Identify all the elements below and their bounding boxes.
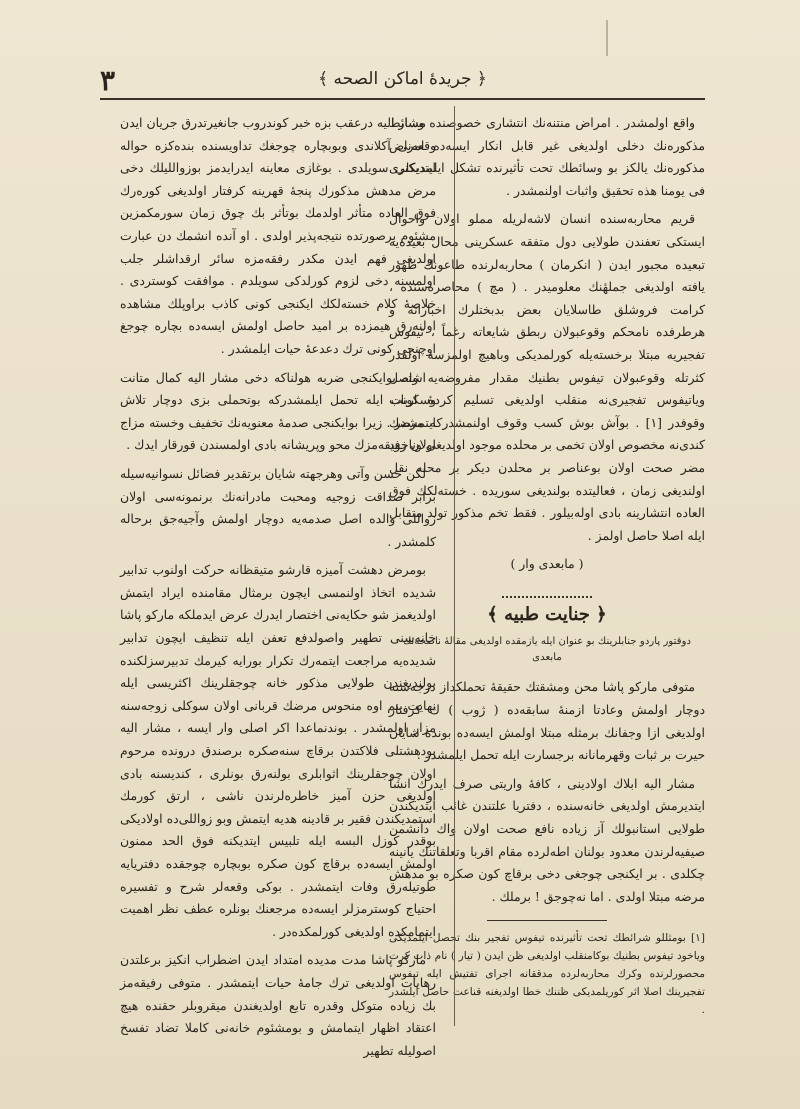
section-subheading: دوقتور پاردو جنابلرينك بو عنوان ايله يازمقده اولديغى مقالهٔ ناصحه‌نك مابعدى — [402, 636, 692, 664]
running-title: ﴿ جريدهٔ اماكن الصحه ﴾ — [318, 69, 487, 89]
left-column — [120, 112, 436, 1068]
header-rule — [100, 98, 705, 100]
right-column — [389, 112, 705, 1025]
article-paragraph: لكن حسن وآتى وهرجهته شايان برتقدير فضائل نسوانيه‌سيله برابر صداقت زوجيه ومحبت مادرانه‌نك برنمونه‌سى اولان زواللى والده اصل صدمه‌يه دوچار اولمش وآجيه‌جق برحاله كلمشدر . — [120, 465, 436, 549]
article-paragraph: واقع اولمشدر . امراض منتنه‌نك انتشارى خصوصنده وسائط مذكوره‌نك دخلى اولديغى غير قابل انكار ايسه‌ده امراض مذكوره‌نك يالكز بو وسائطك تحت تأثيرنده تشكل ايلمديكلرى فى يومنا هذه تحقيق واثبات اولنمشدر . — [389, 115, 705, 198]
article-paragraph: ماركو پاشا مدت مديده امتداد ايدن اضطراب انكيز برعلتدن رهايات اولديغى ترك جامهٔ حيات ايتمشدر . متوفى رفيقه‌مز بك زياده متوكل وقدره تابع اولديغندن ميقروبلر حقنده هيچ اعتقاد اظهار ايتمامش و بومشئوم خانه‌نى كاملا تضاد تفسخ اصوليله تطهير — [120, 952, 436, 1058]
article-paragraph: قريم محاربه‌سنده انسان لاشه‌لريله مملو اولان واحوال ايستكى تعفندن طولايى دول متفقه عسكرينى محال بعيده‌يه تبعيده مجبور ايدن ( انكرمان ) محاربه‌لرنده طاعونك ظهور يافته اولديغى جملهٔنك معلوميدر . ( مچ ) محاصره‌سنده ، كرامت فروشلق طاسلايان بعض بدبختلرك اخباراته و هرطرفده نامحكم وقوعبولان ربطق شايعاته رغماً ، تيفوس تفجيريه مبتلا برخسته‌يله كورلمديكى وباهيچ اولمزسه اولقدر كثرتله وقوعبولان تيفوس بطنيك مقدار مفروضه‌يه واصل وياتيفوس تفجيرى‌نه منقلب اولديغى تسليم كردهٔ ارباب وقوفدر [١] . بوآش بوش كسب وقوف اولنمشدركه مرضك كندى‌نه مخصوص اولان تخمى بر محلده موجود اولديغى وياخود مضر صحت اولان بوعناصر بر محلدن ديكر بر محله نقل اولنديغى زمان ، فعاليتده بولنديغى سوريده . خسته‌لكك فوق العاده انتشارينه بادى اوله‌بيلور . فقط تخم مذكور تولد متقابل ايله اصلا حاصل اولمز . — [389, 211, 705, 543]
continuation-note: ( مابعدى وار ) — [510, 556, 584, 572]
page-number: ٣ — [100, 64, 116, 97]
section-title: ﴿ جنايت طبيه ﴾ — [487, 603, 607, 625]
article-paragraph: متوفى ماركو پاشا محن ومشقتك حقيقهٔ تحملكداز درجه‌سنه دوچار اولمش وعادتا ازمنهٔ سابقه‌ده ( ژوب ) ك كرفتار اولديغى ازا وجفانك برمثله مبتلا اولمش ايسه‌ده بونده شايان حيرت بر ثبات وقهرمانانه برجسارت ايله تحمل ايلمشدر . — [389, 679, 705, 763]
section-divider — [502, 586, 592, 598]
paper-scuff-mark — [606, 20, 608, 56]
column-divider — [454, 106, 455, 1026]
footnote: [١] بومثللو شرائطك تحت تأثيرنده تيفوس تفجير بنك تحصل ايلمديكى وياخود تيفوس بطنيك بوكامنقلب اولديغى ظن ايدن ( تيار ) نام ذات كرت محصورلرنده وكرك محاربه‌لرده مدققانه اجراى تفتيش ايله تيفوس تفجيرينك اصلا اثر كوريلمديكى ظننك خطا اولديغنه قناعت حاصل ايلشدر . — [389, 932, 705, 1017]
footnote-rule — [487, 920, 607, 921]
article-paragraph: مشار اليه ابلاك اولادينى ، كافهٔ واريتى صرف ايدرك انشا ايتديرمش اولديغى خانه‌سنده ، دفتريا علتندن غائب ايتديكندن طولايى استانبولك آز زياده نافع صحت اولان واك دانشمن صيفيه‌لرندن معدود بولنان اطه‌لرده مقام اقربا وتعلقاتنك يانينه چكلدى . بر ايكنجى چوجغى دخى برقاچ كون صكره بو مدهش مرضه مبتلا اولدى . اما نه‌چوجق ! برملك . — [389, 775, 705, 904]
article-paragraph: مشار اليه درعقب بزه خبر كوندروب جانغيرتدرق جريان ايدن وقعه‌نى آكلاندى وبوبچاره چوجغك تداويسنده بنده‌كزه حواله ايتديكنى سويلدى . بوغازى معاينه ايدرايدمز بوزوالليلك دخى مرض مدهش مذكورك پنجهٔ قهرينه كرفتار اولديغى كوره‌رك فوق العاده متأثر اولدمك بوتأثر بك چوق زمان سورمكمزين مشئوم برصورتده نتيجه‌پذير اولدى . او آنده انشمك دن عبارت اولديغى فهم ايدن مكدر رفقه‌مزه سائر ارقداشلر جلب اولمسنه دخى لزوم كورلدكى سويلدم . موافقت كوستردى . خلاصهٔ كلام خسته‌لكك ايكنجى كونى كاذب براوپلك مشاهده اولنه‌رق هيمزده بر اميد حاصل اولمش ايسه‌ده بچاره چوجغ اوچنجى كونى ترك دعدعهٔ حيات ايلمشدر . — [120, 115, 436, 356]
article-paragraph: اشته بوايكنجى ضربه هولناكه دخى مشار اليه كمال متانت وسكونت ايله تحمل ايلمشدركه بوتحملى بزى دوچار تلاش ايتمشدر . زيرا بوايكنجى صدمهٔ معنويه‌نك تخفيف وخسته مزاج اولان رفيقه‌مزك محو وپريشانه بادى اولمسندن قورقار ايدك . — [120, 369, 436, 453]
article-paragraph: بومرض دهشت آميزه قارشو متيقظانه حركت اولنوب تدابير شديده اتخاذ اولنمسى ايچون برمثال مقامنده ايراد ايتمش اولديغمز شو حكايه‌نى اختصار ايدرك عرض ايدملكه ماركو پاشا خانه‌سنى تطهير واصولدفع تعفن ايله تنظيف ايچون تدابير شديده‌يه مراجعت ايتمه‌رك تكرار بورايه كيرمك تدبيرسزلكنده بولنديغندن طولايى مذكور خانه چوجقلرينك اكثريسى ايله نهايت بنم اوه منحوس مرضك قربانى اولان سوكلى زوجه‌سنه مزار اولمشدر . بوندنماعدا اكر اصلى وار ايسه ، مشار اليه بودهشتلى فلاكتدن برقاچ سنه‌صكره برصندق درونده مرحوم اولان چوجقلرينك اثوابلرى بولنه‌رق بونلرى ، كنديسنه بادى اولديغى حزن آميز خاطره‌لرندن ناشى ، ارتق كورمك استمديكندن فقير بر قادينه هديه ايتمش وبو زواللى‌ده اولاديكى بوقدر كوزل البسه ايله تلبيس ايتديكنه فوق الحد ممنون اولمش ايسه‌ده برقاچ كون صكره بوبچاره چوجقده دفتريايه طوتيله‌رق وفات ايتمشدر . بوكى وقعه‌لر شرح و تفسيره احتياج كوسترمزلر ايسه‌ده مرجعنك بونلره عطف نظر اهميت ايتمامكده اولديغى كورلمكده‌در . — [120, 562, 436, 939]
page-header — [100, 62, 705, 98]
